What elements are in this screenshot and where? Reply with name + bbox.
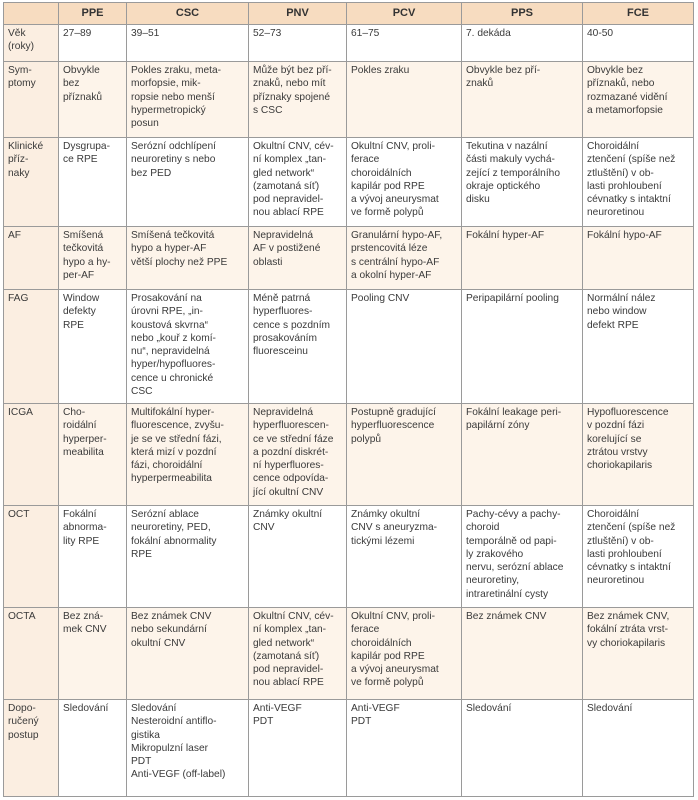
cell-symptomy-ppe: Obvykle bez příznaků [59, 62, 127, 138]
row-icga [4, 404, 694, 506]
cell-symptomy-pnv: Může být bez pří- znaků, nebo mít příznaky spojené s CSC [249, 62, 347, 138]
cell-postup-ppe: Sledování [59, 700, 127, 797]
cell-octa-ppe: Bez zná- mek CNV [59, 608, 127, 700]
cell-klinicke-pcv: Okultní CNV, proli- ferace choroidálních kapilár pod RPE a vývoj aneurysmat ve formě polypů [347, 138, 462, 227]
cell-fag-pps: Peripapilární pooling [462, 290, 583, 404]
cell-klinicke-fce: Choroidální ztenčení (spíše než ztluštění) v ob- lasti prohloubení cévnatky s intaktní neuroretinou [583, 138, 694, 227]
cell-af-ppe: Smíšená tečkovitá hypo a hy- per-AF [59, 227, 127, 290]
cell-octa-csc: Bez známek CNV nebo sekundární okultní CNV [127, 608, 249, 700]
cell-icga-pnv: Nepravidelná hyperfluorescen- ce ve střední fáze a pozdní diskrét- ní hyperfluores- cence odpovída- jící okultní CNV [249, 404, 347, 506]
cell-symptomy-csc: Pokles zraku, meta- morfopsie, mik- ropsie nebo menší hypermetropický posun [127, 62, 249, 138]
cell-octa-fce: Bez známek CNV, fokální ztráta vrst- vy choriokapilaris [583, 608, 694, 700]
comparison-table [3, 2, 694, 797]
cell-vek-csc: 39–51 [127, 25, 249, 62]
row-label-fag: FAG [4, 290, 59, 404]
cell-oct-csc: Serózní ablace neuroretiny, PED, fokální abnormality RPE [127, 506, 249, 608]
cell-vek-pcv: 61–75 [347, 25, 462, 62]
cell-klinicke-pnv: Okultní CNV, cév- ní komplex „tan- gled network“ (zamotaná síť) pod nepravidel- nou ablací RPE [249, 138, 347, 227]
cell-oct-fce: Choroidální ztenčení (spíše než ztluštění) v ob- lasti prohloubení cévnatky s intaktní neuroretinou [583, 506, 694, 608]
row-doporuceny-postup [4, 700, 694, 797]
column-header-ppe: PPE [59, 3, 127, 25]
cell-postup-pnv: Anti-VEGF PDT [249, 700, 347, 797]
header-row [4, 3, 694, 25]
cell-fag-fce: Normální nález nebo window defekt RPE [583, 290, 694, 404]
cell-icga-fce: Hypofluorescence v pozdní fázi korelující se ztrátou vrstvy choriokapilaris [583, 404, 694, 506]
cell-postup-pcv: Anti-VEGF PDT [347, 700, 462, 797]
row-klinicke-priznaky [4, 138, 694, 227]
cell-vek-fce: 40-50 [583, 25, 694, 62]
cell-fag-ppe: Window defekty RPE [59, 290, 127, 404]
cell-oct-pcv: Známky okultní CNV s aneuryzma- tickými lézemi [347, 506, 462, 608]
cell-symptomy-pcv: Pokles zraku [347, 62, 462, 138]
header-corner [4, 3, 59, 25]
row-vek [4, 25, 694, 62]
cell-vek-ppe: 27–89 [59, 25, 127, 62]
cell-vek-pnv: 52–73 [249, 25, 347, 62]
cell-vek-pps: 7. dekáda [462, 25, 583, 62]
row-label-oct: OCT [4, 506, 59, 608]
cell-klinicke-pps: Tekutina v nazální části makuly vychá- zející z temporálního okraje optického disku [462, 138, 583, 227]
row-label-symptomy: Sym- ptomy [4, 62, 59, 138]
row-af [4, 227, 694, 290]
cell-fag-pnv: Méně patrná hyperfluores- cence s pozdním prosakováním fluoresceinu [249, 290, 347, 404]
cell-postup-csc: Sledování Nesteroidní antiflo- gistika Mikropulzní laser PDT Anti-VEGF (off-label) [127, 700, 249, 797]
cell-af-fce: Fokální hypo-AF [583, 227, 694, 290]
column-header-csc: CSC [127, 3, 249, 25]
cell-af-pps: Fokální hyper-AF [462, 227, 583, 290]
column-header-pcv: PCV [347, 3, 462, 25]
cell-klinicke-csc: Serózní odchlípení neuroretiny s nebo bez PED [127, 138, 249, 227]
row-label-icga: ICGA [4, 404, 59, 506]
cell-af-pcv: Granulární hypo-AF, prstencovitá léze s centrální hypo-AF a okolní hyper-AF [347, 227, 462, 290]
row-symptomy [4, 62, 694, 138]
cell-icga-pcv: Postupně gradující hyperfluorescence polypů [347, 404, 462, 506]
cell-postup-fce: Sledování [583, 700, 694, 797]
cell-klinicke-ppe: Dysgrupa- ce RPE [59, 138, 127, 227]
cell-fag-pcv: Pooling CNV [347, 290, 462, 404]
cell-fag-csc: Prosakování na úrovni RPE, „in- koustová skvrna“ nebo „kouř z komí- nu“, nepravidelná hyper/hypofluores- cence u chronické CSC [127, 290, 249, 404]
cell-symptomy-pps: Obvykle bez pří- znaků [462, 62, 583, 138]
cell-symptomy-fce: Obvykle bez příznaků, nebo rozmazané vidění a metamorfopsie [583, 62, 694, 138]
column-header-pnv: PNV [249, 3, 347, 25]
row-fag [4, 290, 694, 404]
cell-postup-pps: Sledování [462, 700, 583, 797]
column-header-pps: PPS [462, 3, 583, 25]
cell-octa-pnv: Okultní CNV, cév- ní komplex „tan- gled network“ (zamotaná síť) pod nepravidel- nou ablací RPE [249, 608, 347, 700]
column-header-fce: FCE [583, 3, 694, 25]
row-label-klinicke-priznaky: Klinické příz- naky [4, 138, 59, 227]
row-label-octa: OCTA [4, 608, 59, 700]
cell-af-pnv: Nepravidelná AF v postižené oblasti [249, 227, 347, 290]
cell-octa-pps: Bez známek CNV [462, 608, 583, 700]
cell-icga-ppe: Cho- roidální hyperper- meabilita [59, 404, 127, 506]
cell-octa-pcv: Okultní CNV, proli- ferace choroidálních kapilár pod RPE a vývoj aneurysmat ve formě polypů [347, 608, 462, 700]
row-label-doporuceny-postup: Dopo- ručený postup [4, 700, 59, 797]
cell-oct-ppe: Fokální abnorma- lity RPE [59, 506, 127, 608]
cell-oct-pps: Pachy-cévy a pachy- choroid temporálně od papi- ly zrakového nervu, serózní ablace neuroretiny, intraretinální cysty [462, 506, 583, 608]
row-label-vek: Věk (roky) [4, 25, 59, 62]
cell-oct-pnv: Známky okultní CNV [249, 506, 347, 608]
cell-af-csc: Smíšená tečkovitá hypo a hyper-AF větší plochy než PPE [127, 227, 249, 290]
row-octa [4, 608, 694, 700]
cell-icga-pps: Fokální leakage peri- papilární zóny [462, 404, 583, 506]
row-oct [4, 506, 694, 608]
row-label-af: AF [4, 227, 59, 290]
cell-icga-csc: Multifokální hyper- fluorescence, zvyšu- je se ve střední fázi, která mizí v pozdní fázi, choroidální hyperpermeabilita [127, 404, 249, 506]
